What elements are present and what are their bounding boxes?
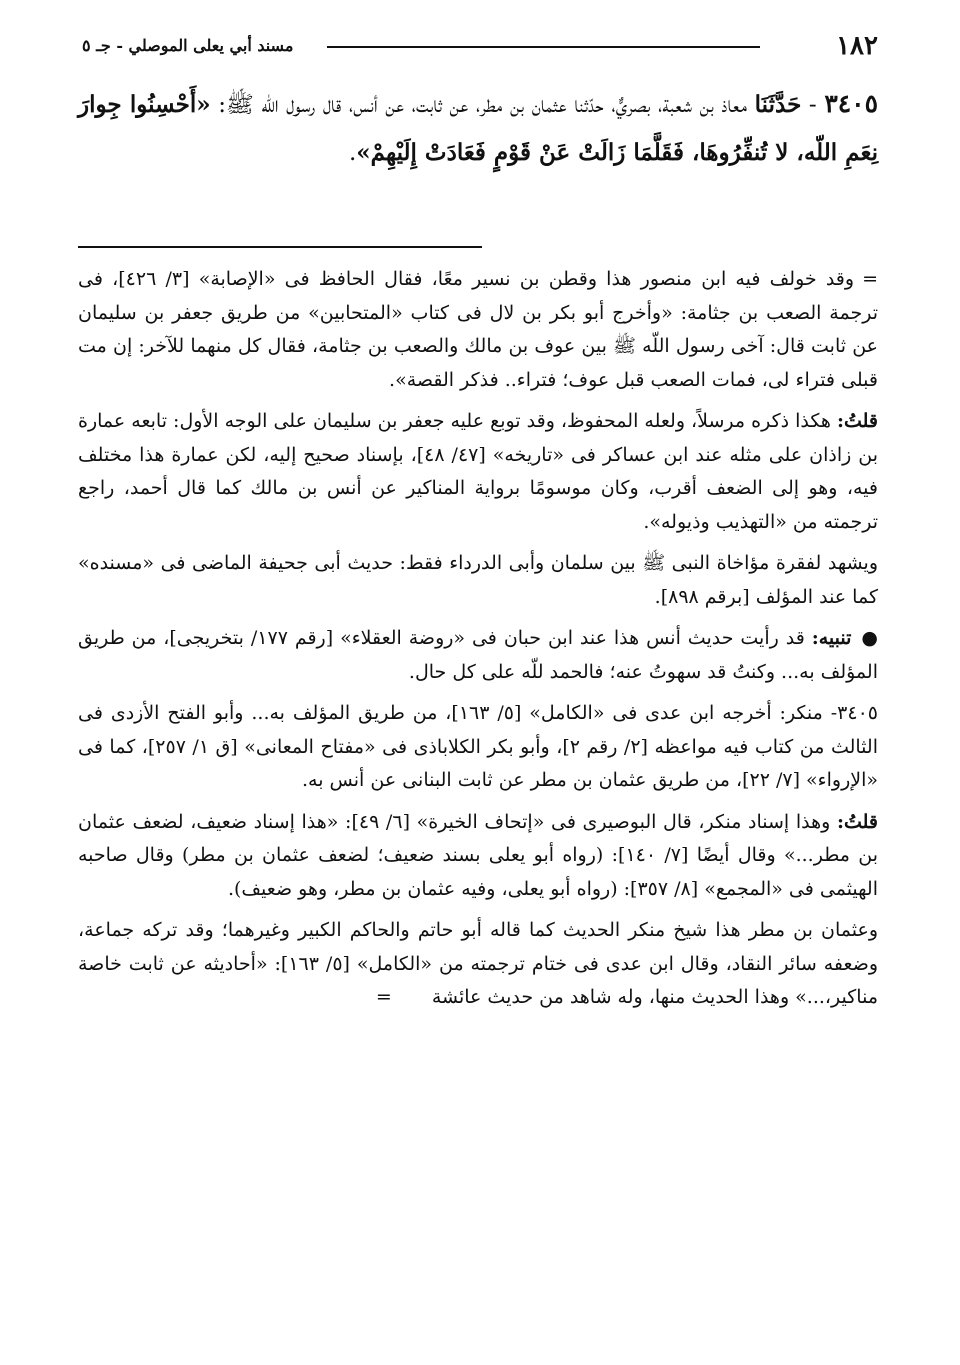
continuation-mark-end: =	[375, 986, 392, 1008]
hadith-dash: -	[808, 92, 817, 118]
note-paragraph	[78, 697, 878, 798]
page-number: ١٨٢	[836, 31, 878, 61]
hadith-end: .	[348, 140, 357, 166]
note-paragraph	[78, 263, 878, 397]
bullet-icon: ●	[861, 627, 879, 649]
note-paragraph	[78, 914, 878, 1015]
hadith-number: ٣٤٠٥	[824, 89, 879, 118]
note-paragraph	[78, 806, 878, 907]
note-paragraph	[78, 547, 878, 614]
note-label: قلتُ:	[836, 810, 878, 833]
hadith-quote: «أَحْسِنُوا جِوارَ نِعَمِ اللّه، لا تُنفِّرُوهَا، فَقَلَّمَا زَالَتْ عَنْ قَوْمٍ فَعَادَتْ إِلَيْهِمْ»	[78, 91, 878, 166]
note-label: تنبيه:	[811, 627, 852, 649]
continuation-mark: =	[862, 268, 878, 290]
note-label: منكر:	[779, 702, 823, 724]
note-text: وعثمان بن مطر هذا شيخ منكر الحديث كما قاله أبو حاتم والحاكم الكبير وغيرهما؛ وقد تركه جماعة، وضعفه سائر النقاد، وقال ابن عدى فى ختام ترجمته من «الكامل» [٥/ ١٦٣]: «أحاديثه عن ثابت خاصة مناكير،...» وهذا الحديث منها، وله شاهد من حديث عائشة	[78, 919, 878, 1008]
book-title: مسند أبي يعلى الموصلي - جـ ٥	[82, 36, 294, 55]
note-text: وقد خولف فيه ابن منصور هذا وقطن بن نسير معًا، فقال الحافظ فى «الإصابة» [٣/ ٤٢٦]، فى ترجمة الصعب بن جثامة: «وأخرج أبو بكر بن لال فى كتاب «المتحابين» من طريق جعفر بن سليمان عن ثابت قال: آخى رسول اللّه ﷺ بين عوف بن مالك والصعب بن جثامة، فقال كل منهما للآخر: إن مت قبلى فتراء لى، فمات الصعب قبل عوف؛ فتراء.. فذكر القصة».	[78, 268, 878, 391]
note-paragraph	[78, 405, 878, 539]
note-label: قلتُ:	[836, 410, 878, 432]
note-number: ٣٤٠٥-	[830, 702, 878, 724]
note-text: هكذا ذكره مرسلاً، ولعله المحفوظ، وقد توبع عليه جعفر بن سليمان على الوجه الأول: تابعه عمارة بن زاذان على مثله عند ابن عساكر فى «تاريخه» [٤٧/ ٤٨]، بإسناد صحيح إليه، لكن عمارة هذا مختلف فيه، وهو إلى الضعف أقرب، وكان موسومًا برواية المناكير عن أنس بن مالك كما قال أحمد، راجع ترجمته من «التهذيب وذيوله».	[78, 410, 879, 533]
header-rule	[327, 46, 760, 48]
isnad-chain: معاذ بن شعبة، بصريٌّ، حدّثنا عثمان بن مطر، عن ثابت، عن أنس، قال رسول اللّه ﷺ:	[218, 92, 748, 118]
narration-verb: حَدَّثَنَا	[754, 91, 802, 118]
footnotes	[78, 263, 878, 1023]
note-text: وهذا إسناد منكر، قال البوصيرى فى «إتحاف الخيرة» [٦/ ٤٩]: «هذا إسناد ضعيف، لضعف عثمان بن مطر...» وقال أيضًا [٧/ ١٤٠]: (رواه أبو يعلى بسند ضعيف؛ لضعف عثمان بن مطر) وقال صاحبه الهيثمى فى «المجمع» [٨/ ٣٥٧]: (رواه أبو يعلى، وفيه عثمان بن مطر، وهو ضعيف).	[78, 810, 878, 900]
footnote-separator	[78, 246, 482, 248]
note-text: قد رأيت حديث أنس هذا عند ابن حبان فى «روضة العقلاء» [رقم ١٧٧/ بتخريجى]، من طريق المؤلف به... وكنتُ قد سهوتُ عنه؛ فالحمد للّه على كل حال.	[78, 627, 878, 683]
note-text: ويشهد لفقرة مؤاخاة النبى ﷺ بين سلمان وأبى الدرداء فقط: حديث أبى جحيفة الماضى فى «مسنده» كما عند المؤلف [برقم ٨٩٨].	[78, 552, 878, 608]
note-text: أخرجه ابن عدى فى «الكامل» [٥/ ١٦٣]، من طريق المؤلف به... وأبو الفتح الأزدى فى الثالث من كتاب فيه مواعظه [٢/ رقم ٢]، وأبو بكر الكلاباذى فى «مفتاح المعانى» [ق ١/ ٢٥٧]، كما فى «الإرواء» [٧/ ٢٢]، من طريق عثمان بن مطر عن ثابت البنانى عن أنس به.	[78, 702, 878, 791]
note-paragraph	[78, 622, 878, 689]
hadith-text	[78, 80, 878, 177]
running-header	[82, 28, 878, 64]
